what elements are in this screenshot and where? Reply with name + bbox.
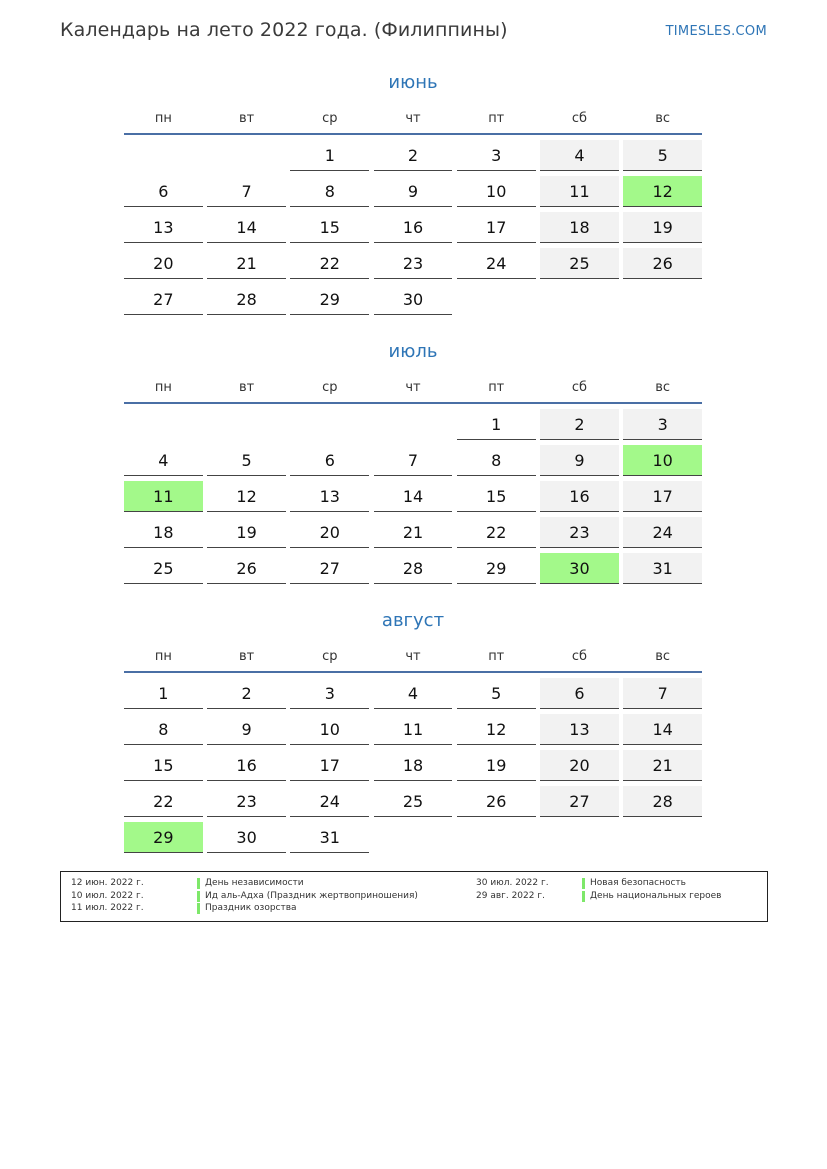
- day-cell: 12: [457, 714, 536, 745]
- header-divider: [124, 671, 702, 673]
- week-row: [124, 140, 702, 171]
- legend-color-marker: [582, 878, 585, 889]
- day-cell: 15: [290, 212, 369, 243]
- day-cell: 8: [457, 445, 536, 476]
- empty-cell: [623, 822, 702, 853]
- calendar-grid: [124, 409, 702, 584]
- legend-color-marker: [197, 903, 200, 914]
- day-cell: 21: [374, 517, 453, 548]
- day-cell: 29: [457, 553, 536, 584]
- weekday-header: [124, 644, 702, 668]
- weekend-day-cell: 24: [623, 517, 702, 548]
- weekend-day-cell: 11: [540, 176, 619, 207]
- empty-cell: [374, 822, 453, 853]
- day-cell: 17: [457, 212, 536, 243]
- day-cell: 8: [124, 714, 203, 745]
- weekday-label: вс: [655, 648, 671, 664]
- legend-color-marker: [197, 878, 200, 889]
- week-row: [124, 517, 702, 548]
- empty-cell: [290, 409, 369, 440]
- week-row: [124, 248, 702, 279]
- day-cell: 13: [290, 481, 369, 512]
- weekend-day-cell: 21: [623, 750, 702, 781]
- day-cell: 12: [207, 481, 286, 512]
- day-cell: 13: [124, 212, 203, 243]
- day-cell: 18: [124, 517, 203, 548]
- day-cell: 22: [457, 517, 536, 548]
- legend-holiday-name: День национальных героев: [590, 890, 722, 901]
- weekday-label: вс: [655, 110, 671, 126]
- weekend-day-cell: 2: [540, 409, 619, 440]
- empty-cell: [124, 409, 203, 440]
- day-cell: 28: [207, 284, 286, 315]
- day-cell: 24: [457, 248, 536, 279]
- empty-cell: [124, 140, 203, 171]
- holiday-day-cell: 29: [124, 822, 203, 853]
- day-cell: 30: [207, 822, 286, 853]
- day-cell: 9: [207, 714, 286, 745]
- weekday-label: сб: [571, 648, 588, 664]
- weekday-label: чт: [405, 648, 421, 664]
- day-cell: 18: [374, 750, 453, 781]
- weekday-label: вт: [238, 110, 255, 126]
- week-row: [124, 678, 702, 709]
- weekday-label: ср: [322, 648, 338, 664]
- day-cell: 10: [290, 714, 369, 745]
- empty-cell: [457, 822, 536, 853]
- weekend-day-cell: 7: [623, 678, 702, 709]
- weekend-day-cell: 23: [540, 517, 619, 548]
- day-cell: 29: [290, 284, 369, 315]
- weekday-label: вт: [238, 379, 255, 395]
- empty-cell: [457, 284, 536, 315]
- week-row: [124, 553, 702, 584]
- weekend-day-cell: 17: [623, 481, 702, 512]
- legend-date: 29 авг. 2022 г.: [476, 890, 545, 901]
- week-row: [124, 481, 702, 512]
- day-cell: 23: [374, 248, 453, 279]
- day-cell: 3: [457, 140, 536, 171]
- day-cell: 23: [207, 786, 286, 817]
- day-cell: 22: [290, 248, 369, 279]
- day-cell: 17: [290, 750, 369, 781]
- weekday-label: пт: [488, 379, 505, 395]
- weekend-day-cell: 4: [540, 140, 619, 171]
- legend-date: 12 июн. 2022 г.: [71, 878, 144, 888]
- month-title: июль: [388, 341, 438, 362]
- day-cell: 22: [124, 786, 203, 817]
- month-july: [124, 339, 702, 589]
- week-row: [124, 714, 702, 745]
- weekend-day-cell: 14: [623, 714, 702, 745]
- weekend-day-cell: 3: [623, 409, 702, 440]
- weekday-label: вт: [238, 648, 255, 664]
- empty-cell: [207, 409, 286, 440]
- legend-holiday-name: День независимости: [205, 878, 304, 888]
- month-title: август: [381, 610, 445, 631]
- day-cell: 26: [207, 553, 286, 584]
- legend-holiday-name: Праздник озорства: [205, 903, 297, 913]
- weekend-day-cell: 28: [623, 786, 702, 817]
- day-cell: 15: [457, 481, 536, 512]
- header-divider: [124, 133, 702, 135]
- weekend-day-cell: 6: [540, 678, 619, 709]
- day-cell: 4: [374, 678, 453, 709]
- day-cell: 16: [374, 212, 453, 243]
- weekend-day-cell: 16: [540, 481, 619, 512]
- weekday-label: ср: [322, 379, 338, 395]
- day-cell: 20: [290, 517, 369, 548]
- legend-date: 30 июл. 2022 г.: [476, 878, 549, 888]
- day-cell: 28: [374, 553, 453, 584]
- holiday-day-cell: 10: [623, 445, 702, 476]
- weekday-label: сб: [571, 110, 588, 126]
- legend-color-marker: [197, 891, 200, 902]
- day-cell: 6: [124, 176, 203, 207]
- day-cell: 7: [374, 445, 453, 476]
- month-august: [124, 608, 702, 858]
- weekday-label: чт: [405, 110, 421, 126]
- empty-cell: [540, 822, 619, 853]
- day-cell: 6: [290, 445, 369, 476]
- empty-cell: [540, 284, 619, 315]
- day-cell: 19: [457, 750, 536, 781]
- month-title: июнь: [388, 72, 438, 93]
- day-cell: 11: [374, 714, 453, 745]
- weekday-label: чт: [405, 379, 421, 395]
- day-cell: 31: [290, 822, 369, 853]
- day-cell: 1: [290, 140, 369, 171]
- day-cell: 26: [457, 786, 536, 817]
- day-cell: 1: [124, 678, 203, 709]
- empty-cell: [623, 284, 702, 315]
- weekend-day-cell: 20: [540, 750, 619, 781]
- weekend-day-cell: 13: [540, 714, 619, 745]
- legend-holiday-name: Ид аль-Адха (Праздник жертвоприношения): [205, 890, 418, 901]
- weekend-day-cell: 5: [623, 140, 702, 171]
- weekday-label: вс: [655, 379, 671, 395]
- day-cell: 25: [374, 786, 453, 817]
- weekday-label: сб: [571, 379, 588, 395]
- weekday-label: пт: [488, 648, 505, 664]
- day-cell: 14: [374, 481, 453, 512]
- weekday-label: ср: [322, 110, 338, 126]
- week-row: [124, 445, 702, 476]
- day-cell: 2: [207, 678, 286, 709]
- weekday-header: [124, 375, 702, 399]
- calendar-grid: [124, 140, 702, 315]
- header-divider: [124, 402, 702, 404]
- day-cell: 1: [457, 409, 536, 440]
- day-cell: 14: [207, 212, 286, 243]
- day-cell: 25: [124, 553, 203, 584]
- day-cell: 5: [207, 445, 286, 476]
- weekday-header: [124, 106, 702, 130]
- day-cell: 15: [124, 750, 203, 781]
- weekend-day-cell: 19: [623, 212, 702, 243]
- day-cell: 20: [124, 248, 203, 279]
- legend-date: 10 июл. 2022 г.: [71, 890, 144, 901]
- week-row: [124, 176, 702, 207]
- day-cell: 24: [290, 786, 369, 817]
- week-row: [124, 750, 702, 781]
- day-cell: 3: [290, 678, 369, 709]
- weekend-day-cell: 9: [540, 445, 619, 476]
- weekend-day-cell: 26: [623, 248, 702, 279]
- week-row: [124, 284, 702, 315]
- day-cell: 19: [207, 517, 286, 548]
- holiday-day-cell: 12: [623, 176, 702, 207]
- site-brand[interactable]: TIMESLES.COM: [665, 24, 767, 39]
- day-cell: 10: [457, 176, 536, 207]
- holiday-day-cell: 11: [124, 481, 203, 512]
- holiday-day-cell: 30: [540, 553, 619, 584]
- day-cell: 8: [290, 176, 369, 207]
- weekday-label: пн: [154, 648, 172, 664]
- day-cell: 21: [207, 248, 286, 279]
- day-cell: 7: [207, 176, 286, 207]
- calendar-grid: [124, 678, 702, 853]
- empty-cell: [374, 409, 453, 440]
- page-title: Календарь на лето 2022 года. (Филиппины): [60, 19, 508, 41]
- weekday-label: пт: [488, 110, 505, 126]
- legend-date: 11 июл. 2022 г.: [71, 903, 144, 913]
- day-cell: 27: [124, 284, 203, 315]
- day-cell: 5: [457, 678, 536, 709]
- day-cell: 30: [374, 284, 453, 315]
- legend-color-marker: [582, 891, 585, 902]
- weekday-label: пн: [154, 379, 172, 395]
- week-row: [124, 409, 702, 440]
- day-cell: 27: [290, 553, 369, 584]
- day-cell: 16: [207, 750, 286, 781]
- weekend-day-cell: 25: [540, 248, 619, 279]
- weekend-day-cell: 31: [623, 553, 702, 584]
- month-june: [124, 70, 702, 320]
- day-cell: 9: [374, 176, 453, 207]
- weekday-label: пн: [154, 110, 172, 126]
- day-cell: 4: [124, 445, 203, 476]
- week-row: [124, 822, 702, 853]
- day-cell: 2: [374, 140, 453, 171]
- weekend-day-cell: 27: [540, 786, 619, 817]
- week-row: [124, 786, 702, 817]
- holiday-legend: [60, 871, 768, 922]
- empty-cell: [207, 140, 286, 171]
- weekend-day-cell: 18: [540, 212, 619, 243]
- legend-holiday-name: Новая безопасность: [590, 878, 686, 888]
- week-row: [124, 212, 702, 243]
